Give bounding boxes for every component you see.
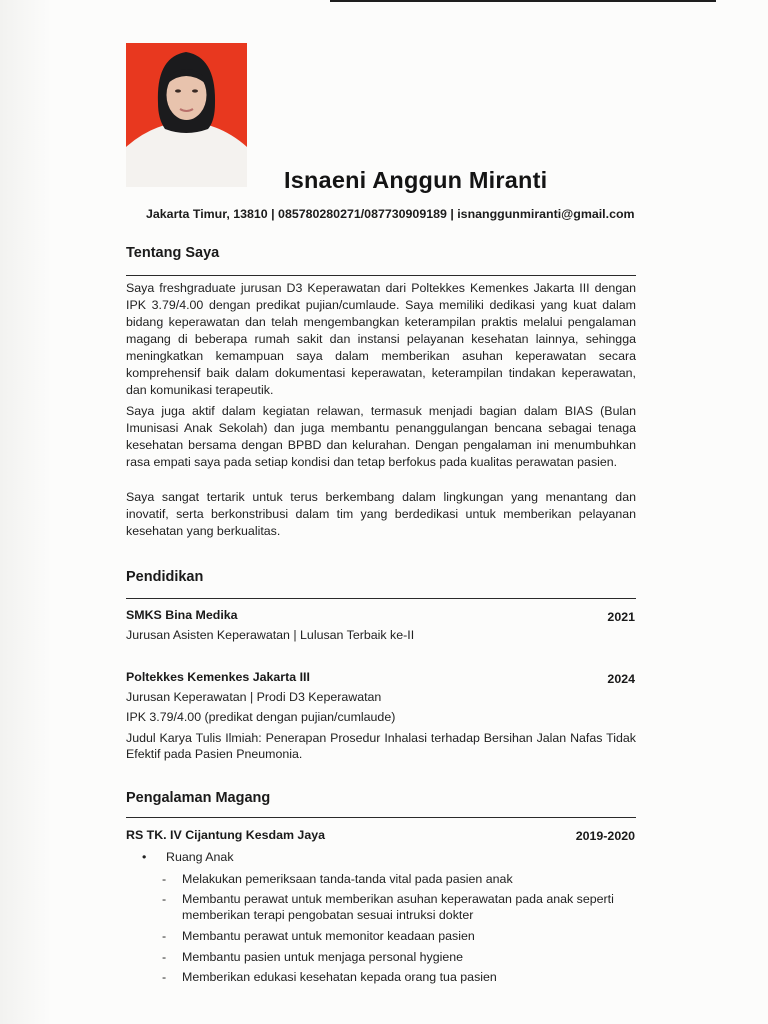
section-divider [126,598,636,599]
task-text: Melakukan pemeriksaan tanda-tanda vital pada pasien anak [182,872,513,886]
education-year: 2021 [607,610,635,624]
dash-icon: - [162,892,167,906]
education-detail: Jurusan Keperawatan | Prodi D3 Keperawatan [126,690,382,704]
dash-icon: - [162,872,167,886]
dash-icon: - [162,929,167,943]
section-divider [126,275,636,276]
dash-icon: - [162,970,167,984]
task-item [162,891,642,923]
internship-period: 2019-2020 [575,829,635,843]
education-school: Poltekkes Kemenkes Jakarta III [126,670,310,684]
internship-unit [142,850,234,864]
task-text: Membantu perawat untuk memberikan asuhan keperawatan pada anak seperti memberikan terapi pengobatan sesuai intruksi dokter [182,892,614,922]
education-thesis: Judul Karya Tulis Ilmiah: Penerapan Prosedur Inhalasi terhadap Bersihan Jalan Nafas Tidak Efektif pada Pasien Pneumonia. [126,731,636,761]
about-paragraph: Saya freshgraduate jurusan D3 Keperawatan dari Poltekkes Kemenkes Jakarta III dengan IPK 3.79/4.00 dengan predikat pujian/cumlaude. Saya memiliki dedikasi yang kuat dalam bidang keperawatan dan telah mengembangkan keterampilan praktis melalui pengalaman magang di beberapa rumah sakit dan instansi pelayanan kesehatan lainnya, sehingga meningkatkan kemampuan saya dalam memberikan asuhan keperawatan secara komprehensif baik dalam dokumentasi keperawatan, keterampilan tindakan keperawatan, dan komunikasi terapeutik. [126,281,636,397]
task-text: Memberikan edukasi kesehatan kepada orang tua pasien [182,970,497,984]
task-text: Membantu perawat untuk memonitor keadaan pasien [182,929,475,943]
task-item [162,871,642,887]
education-detail: Jurusan Asisten Keperawatan | Lulusan Terbaik ke-II [126,628,415,642]
about-paragraph: Saya juga aktif dalam kegiatan relawan, termasuk menjadi bagian dalam BIAS (Bulan Imunisasi Anak Sekolah) dan juga membantu penanggulangan bencana sebagai tenaga kesehatan bersama dengan BPBD dan kelurahan. Dengan pengalaman ini menumbuhkan rasa empati saya pada setiap kondisi dan tetap berfokus pada kualitas perawatan pasien. [126,404,636,469]
section-title-education: Pendidikan [126,569,204,585]
top-border-line [330,0,716,2]
task-item [162,928,642,944]
task-item [162,949,642,965]
task-text: Membantu pasien untuk menjaga personal hygiene [182,950,464,964]
about-paragraph: Saya sangat tertarik untuk terus berkembang dalam lingkungan yang menantang dan inovatif, serta berkonstribusi dalam tim yang berdedikasi untuk memberikan pelayanan kesehatan yang berkualitas. [126,490,636,538]
page-edge-shadow [0,0,52,1024]
profile-photo [126,43,247,187]
section-title-about: Tentang Saya [126,245,220,261]
candidate-name: Isnaeni Anggun Miranti [284,167,548,193]
section-title-internship: Pengalaman Magang [126,790,271,806]
unit-label: Ruang Anak [166,850,234,864]
bullet-icon: • [142,850,147,864]
education-gpa: IPK 3.79/4.00 (predikat dengan pujian/cumlaude) [126,710,396,724]
dash-icon: - [162,950,167,964]
internship-place: RS TK. IV Cijantung Kesdam Jaya [126,828,325,842]
contact-info: Jakarta Timur, 13810 | 085780280271/087730909189 | isnanggunmiranti@gmail.com [146,207,635,221]
education-school: SMKS Bina Medika [126,608,238,622]
task-item [162,969,642,985]
education-year: 2024 [607,672,635,686]
section-divider [126,817,636,818]
